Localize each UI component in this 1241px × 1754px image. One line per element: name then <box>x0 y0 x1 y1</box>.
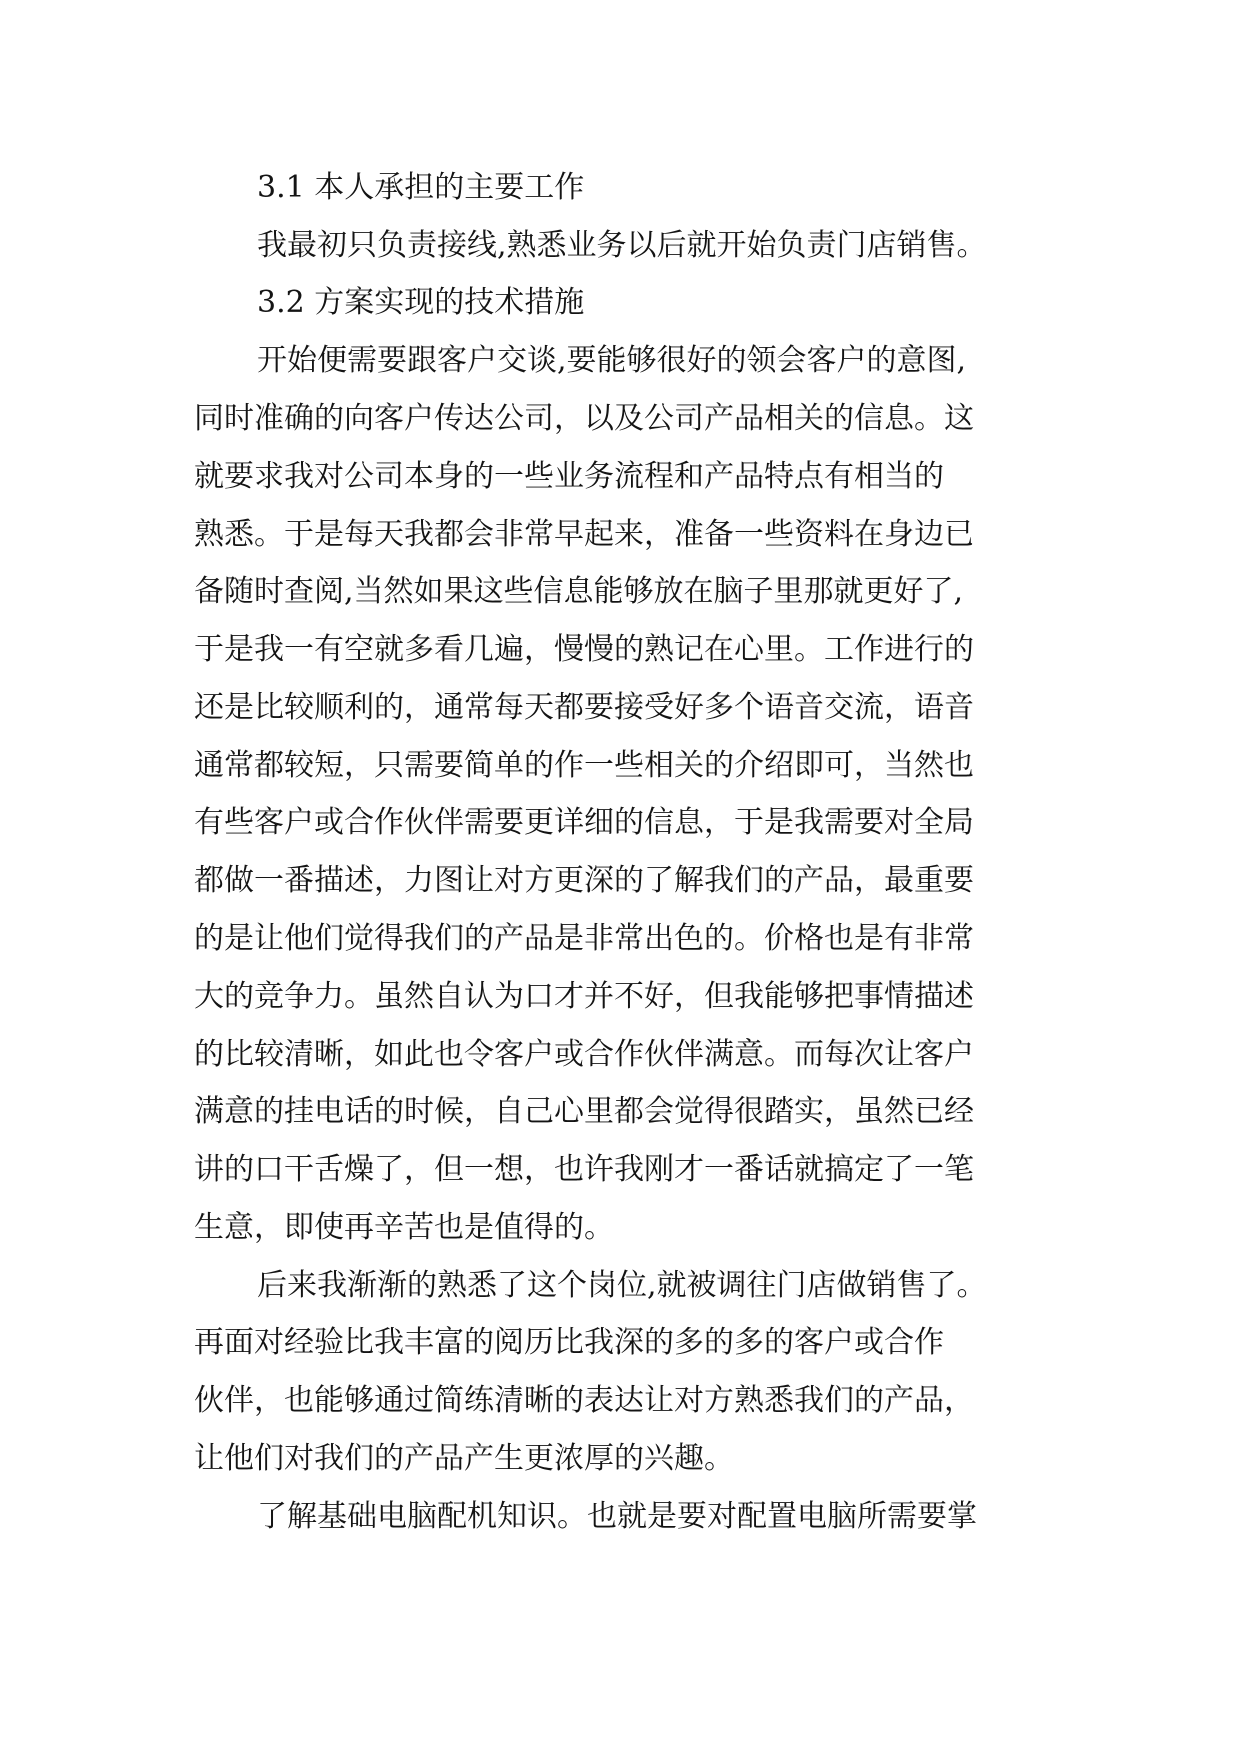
paragraph-line: 大的竞争力。虽然自认为口才并不好，但我能够把事情描述 <box>194 979 974 1014</box>
paragraph-line: 满意的挂电话的时候，自己心里都会觉得很踏实，虽然已经 <box>194 1094 974 1129</box>
paragraph-line: 讲的口干舌燥了，但一想，也许我刚才一番话就搞定了一笔 <box>194 1152 974 1187</box>
paragraph-line: 同时准确的向客户传达公司，以及公司产品相关的信息。这 <box>194 401 974 436</box>
section-heading-3-1: 3.1 本人承担的主要工作 <box>257 170 585 205</box>
paragraph-line: 伙伴，也能够通过简练清晰的表达让对方熟悉我们的产品， <box>194 1383 974 1418</box>
paragraph-line: 就要求我对公司本身的一些业务流程和产品特点有相当的 <box>194 459 944 494</box>
paragraph-line: 通常都较短，只需要简单的作一些相关的介绍即可，当然也 <box>194 748 974 783</box>
paragraph-line: 的比较清晰，如此也令客户或合作伙伴满意。而每次让客户 <box>194 1037 974 1072</box>
paragraph-line: 后来我渐渐的熟悉了这个岗位,就被调往门店做销售了。 <box>257 1268 987 1303</box>
paragraph-line: 有些客户或合作伙伴需要更详细的信息，于是我需要对全局 <box>194 805 974 840</box>
section-heading-3-2: 3.2 方案实现的技术措施 <box>257 285 585 320</box>
paragraph-line: 让他们对我们的产品产生更浓厚的兴趣。 <box>194 1441 734 1476</box>
paragraph-line: 生意，即使再辛苦也是值得的。 <box>194 1210 614 1245</box>
paragraph-line: 备随时查阅,当然如果这些信息能够放在脑子里那就更好了, <box>194 574 964 609</box>
paragraph-line: 于是我一有空就多看几遍，慢慢的熟记在心里。工作进行的 <box>194 632 974 667</box>
paragraph-line: 的是让他们觉得我们的产品是非常出色的。价格也是有非常 <box>194 921 974 956</box>
paragraph-line: 还是比较顺利的，通常每天都要接受好多个语音交流，语音 <box>194 690 974 725</box>
paragraph-line: 熟悉。于是每天我都会非常早起来，准备一些资料在身边已 <box>194 517 974 552</box>
paragraph-line: 再面对经验比我丰富的阅历比我深的多的多的客户或合作 <box>194 1325 944 1360</box>
paragraph-line: 开始便需要跟客户交谈,要能够很好的领会客户的意图, <box>257 343 967 378</box>
paragraph-line: 我最初只负责接线,熟悉业务以后就开始负责门店销售。 <box>257 228 987 263</box>
paragraph-line: 了解基础电脑配机知识。也就是要对配置电脑所需要掌 <box>257 1499 977 1534</box>
paragraph-line: 都做一番描述，力图让对方更深的了解我们的产品，最重要 <box>194 863 974 898</box>
